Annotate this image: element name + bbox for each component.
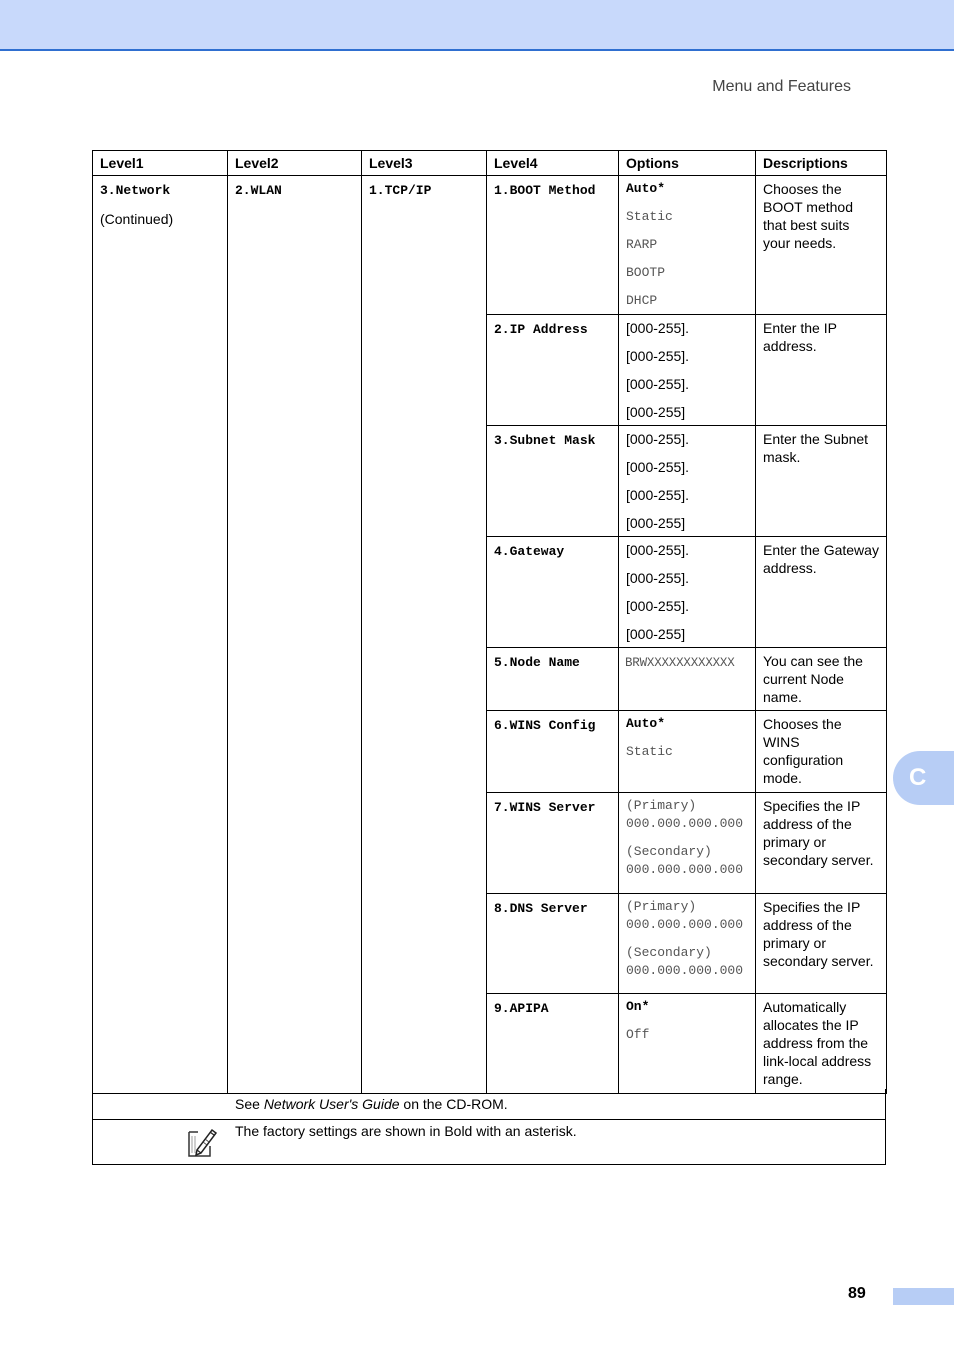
header-level4: Level4 bbox=[487, 151, 619, 176]
header-level2: Level2 bbox=[228, 151, 362, 176]
table-row bbox=[93, 176, 887, 315]
level4-cell bbox=[487, 994, 619, 1094]
option: [000-255]. bbox=[626, 348, 690, 364]
see-guide-note bbox=[92, 1089, 886, 1120]
option: [000-255]. bbox=[626, 459, 690, 475]
option: Off bbox=[626, 1027, 650, 1042]
primary-label: (Primary) bbox=[626, 899, 697, 914]
level4-label: 8.DNS Server bbox=[494, 901, 588, 916]
see-guide-text bbox=[235, 1096, 508, 1112]
top-banner bbox=[0, 0, 954, 51]
description-cell: Enter the IP address. bbox=[756, 315, 887, 426]
description-cell: Chooses the WINS configuration mode. bbox=[756, 711, 887, 793]
description-cell: Specifies the IP address of the primary or secondary server. bbox=[756, 793, 887, 894]
option: BOOTP bbox=[626, 265, 666, 280]
options-cell bbox=[619, 537, 756, 648]
options-cell bbox=[619, 711, 756, 793]
level4-label: 2.IP Address bbox=[494, 322, 588, 337]
options-cell bbox=[619, 894, 756, 994]
option: [000-255]. bbox=[626, 542, 690, 558]
options-cell bbox=[619, 315, 756, 426]
option: Static bbox=[626, 209, 673, 224]
factory-settings-note bbox=[92, 1119, 886, 1165]
factory-settings-text: The factory settings are shown in Bold with an asterisk. bbox=[235, 1123, 577, 1139]
level1-cell bbox=[93, 176, 228, 1094]
page-number-bar bbox=[893, 1288, 954, 1305]
page-number: 89 bbox=[848, 1285, 866, 1302]
see-prefix: See bbox=[235, 1096, 264, 1112]
see-suffix: on the CD-ROM. bbox=[399, 1096, 508, 1112]
option: [000-255] bbox=[626, 515, 686, 531]
description-cell: You can see the current Node name. bbox=[756, 648, 887, 711]
secondary-label: (Secondary) bbox=[626, 844, 712, 859]
level4-cell bbox=[487, 176, 619, 315]
guide-title: Network User's Guide bbox=[263, 1096, 400, 1112]
option: [000-255]. bbox=[626, 431, 690, 447]
options-cell bbox=[619, 648, 756, 711]
option: [000-255]. bbox=[626, 598, 690, 614]
level4-cell bbox=[487, 315, 619, 426]
header-level3: Level3 bbox=[362, 151, 487, 176]
option: Static bbox=[626, 744, 673, 759]
header-options: Options bbox=[619, 151, 756, 176]
primary-address: 000.000.000.000 bbox=[626, 917, 744, 932]
level4-label: 9.APIPA bbox=[494, 1001, 549, 1016]
level1-value: 3.Network bbox=[100, 183, 171, 198]
level4-cell bbox=[487, 711, 619, 793]
description-cell: Enter the Gateway address. bbox=[756, 537, 887, 648]
level4-label: 5.Node Name bbox=[494, 655, 580, 670]
options-cell bbox=[619, 994, 756, 1094]
primary-label: (Primary) bbox=[626, 798, 697, 813]
header-descriptions: Descriptions bbox=[756, 151, 887, 176]
level4-label: 7.WINS Server bbox=[494, 800, 596, 815]
level4-cell bbox=[487, 537, 619, 648]
description-cell: Enter the Subnet mask. bbox=[756, 426, 887, 537]
chapter-tab: C bbox=[893, 751, 954, 805]
level4-cell bbox=[487, 894, 619, 994]
options-cell bbox=[619, 176, 756, 315]
level3-value: 1.TCP/IP bbox=[369, 183, 432, 198]
secondary-address: 000.000.000.000 bbox=[626, 963, 744, 978]
option: RARP bbox=[626, 237, 658, 252]
page-header-title: Menu and Features bbox=[712, 78, 851, 95]
level2-cell bbox=[228, 176, 362, 1094]
options-cell bbox=[619, 793, 756, 894]
option: [000-255]. bbox=[626, 487, 690, 503]
menu-table bbox=[92, 150, 887, 1094]
primary-address: 000.000.000.000 bbox=[626, 816, 744, 831]
level4-cell bbox=[487, 648, 619, 711]
level2-value: 2.WLAN bbox=[235, 183, 282, 198]
option: [000-255]. bbox=[626, 570, 690, 586]
pencil-note-icon bbox=[186, 1126, 218, 1158]
option-default: Auto* bbox=[626, 716, 666, 731]
option-default: Auto* bbox=[626, 181, 666, 196]
level4-cell bbox=[487, 426, 619, 537]
secondary-label: (Secondary) bbox=[626, 945, 712, 960]
secondary-address: 000.000.000.000 bbox=[626, 862, 744, 877]
table-header-row bbox=[93, 151, 887, 176]
description-cell: Specifies the IP address of the primary or secondary server. bbox=[756, 894, 887, 994]
option: [000-255]. bbox=[626, 320, 690, 336]
level1-continued: (Continued) bbox=[100, 211, 174, 227]
description-cell: Automatically allocates the IP address from the link-local address range. bbox=[756, 994, 887, 1094]
option: BRWXXXXXXXXXXXX bbox=[625, 656, 735, 670]
option: DHCP bbox=[626, 293, 658, 308]
option: [000-255]. bbox=[626, 376, 690, 392]
level3-cell bbox=[362, 176, 487, 1094]
option: [000-255] bbox=[626, 626, 686, 642]
header-level1: Level1 bbox=[93, 151, 228, 176]
level4-cell bbox=[487, 793, 619, 894]
option: [000-255] bbox=[626, 404, 686, 420]
level4-label: 3.Subnet Mask bbox=[494, 433, 596, 448]
level4-label: 6.WINS Config bbox=[494, 718, 596, 733]
description-cell: Chooses the BOOT method that best suits your needs. bbox=[756, 176, 887, 315]
options-cell bbox=[619, 426, 756, 537]
level4-label: 4.Gateway bbox=[494, 544, 565, 559]
option-default: On* bbox=[626, 999, 650, 1014]
level4-label: 1.BOOT Method bbox=[494, 183, 596, 198]
